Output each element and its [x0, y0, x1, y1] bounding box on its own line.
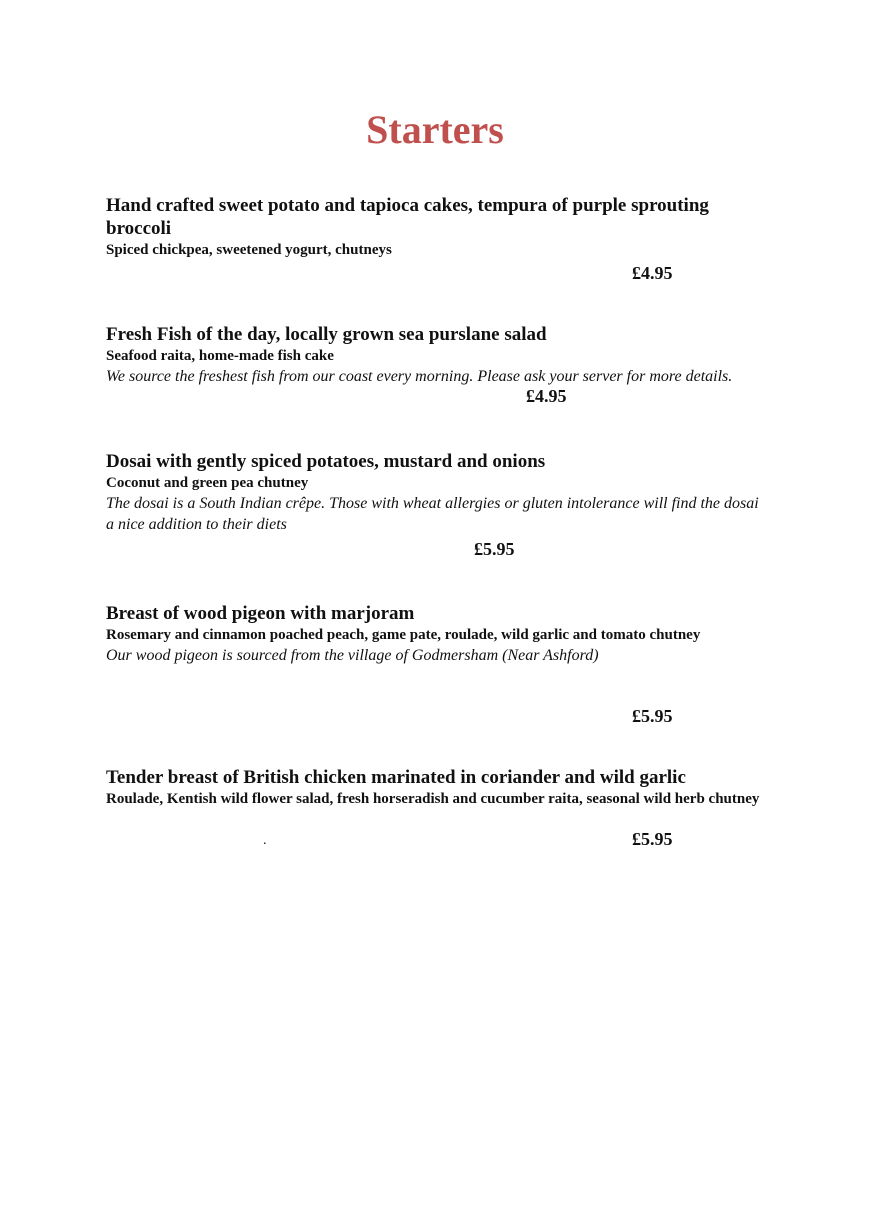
- dish-name: Dosai with gently spiced potatoes, mustard and onions: [106, 451, 546, 472]
- stray-dot: .: [263, 833, 267, 848]
- menu-item: [106, 194, 770, 260]
- dish-name: Fresh Fish of the day, locally grown sea purslane salad: [106, 324, 547, 345]
- dish-name: Tender breast of British chicken marinated in coriander and wild garlic: [106, 767, 686, 788]
- page-title: Starters: [366, 107, 504, 152]
- dish-description: Roulade, Kentish wild flower salad, fresh horseradish and cucumber raita, seasonal wild herb chutney: [106, 791, 760, 807]
- dish-description: Coconut and green pea chutney: [106, 475, 309, 491]
- dish-name: Breast of wood pigeon with marjoram: [106, 603, 415, 624]
- dish-description: Rosemary and cinnamon poached peach, game pate, roulade, wild garlic and tomato chutney: [106, 627, 701, 643]
- dish-price: £5.95: [632, 706, 673, 726]
- menu-item: [106, 450, 770, 535]
- dish-note: The dosai is a South Indian crêpe. Those with wheat allergies or gluten intolerance will find the dosai a nice addition to their diets: [106, 495, 759, 533]
- dish-price: £5.95: [474, 539, 515, 559]
- menu-item: [106, 323, 770, 387]
- dish-name: Hand crafted sweet potato and tapioca cakes, tempura of purple sprouting broccoli: [106, 195, 709, 239]
- menu-item: [106, 602, 770, 666]
- dish-price: £5.95: [632, 829, 673, 849]
- dish-note: We source the freshest fish from our coast every morning. Please ask your server for more details.: [106, 368, 733, 385]
- dish-note: Our wood pigeon is sourced from the village of Godmersham (Near Ashford): [106, 647, 599, 664]
- dish-description: Seafood raita, home-made fish cake: [106, 348, 334, 364]
- dish-price: £4.95: [526, 386, 567, 406]
- dish-price: £4.95: [632, 263, 673, 283]
- dish-description: Spiced chickpea, sweetened yogurt, chutneys: [106, 242, 392, 258]
- menu-item: [106, 766, 770, 809]
